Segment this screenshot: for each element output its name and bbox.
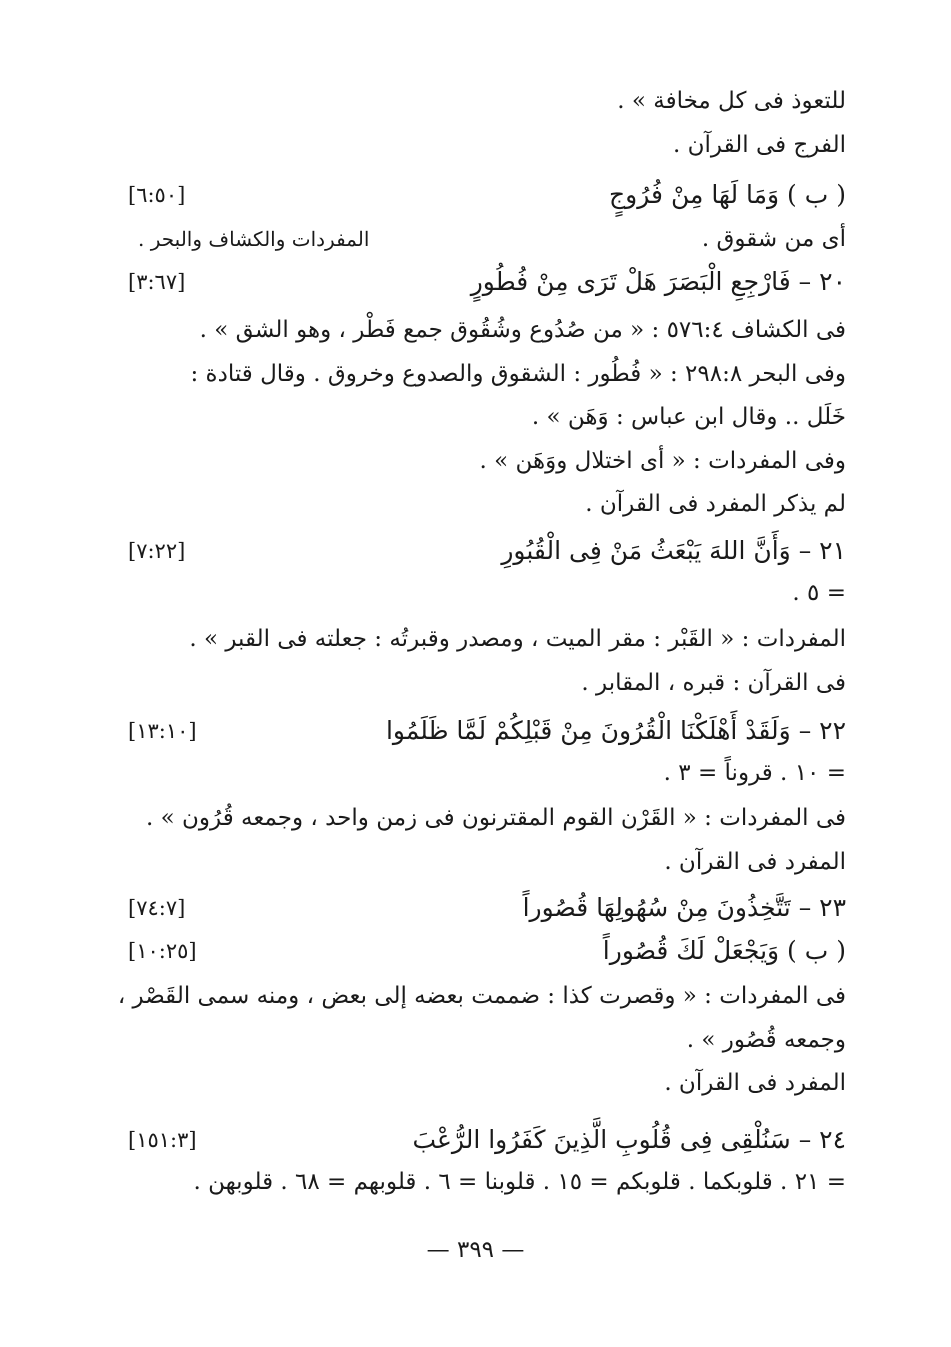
text-line: خَلَل .. وقال ابن عباس : وَهَن » . — [531, 404, 846, 430]
verse-line: ( ب ) وَمَا لَهَا مِنْ فُرُوجٍ [٦:٥٠] — [120, 178, 846, 214]
text-line: = ٥ . — [792, 580, 846, 606]
page-number: — ٣٩٩ — — [426, 1237, 525, 1263]
verse-line: ( ب ) وَيَجْعَلْ لَكَ قُصُوراً [١٠:٢٥] — [120, 934, 846, 970]
verse-line: ٢٠ – فَارْجِعِ الْبَصَرَ هَلْ تَرَى مِنْ فُطُورٍ [٣:٦٧] — [120, 265, 846, 301]
text-line: المفرد فى القرآن . — [664, 1070, 846, 1096]
text-line: المفردات : « القَبْر : مقر الميت ، ومصدر وقبرتُه : جعلته فى القبر » . — [189, 626, 846, 652]
text-line: وفى المفردات : « أى اختلال ووَهَن » . — [479, 448, 846, 474]
text-line: وفى البحر ٢٩٨:٨ : « فُطُور : الشقوق والصدوع وخروق . وقال قتادة : — [190, 361, 846, 387]
text-line: = ٢١ . قلوبكما . قلوبكم = ١٥ . قلوبنا = ٦ . قلوبهم = ٦٨ . قلوبهن . — [193, 1169, 846, 1195]
verse-line: ٢١ – وَأَنَّ اللهَ يَبْعَثُ مَنْ فِى الْقُبُورِ [٧:٢٢] — [120, 534, 846, 570]
text-line: أى من شقوق . المفردات والكشاف والبحر . — [120, 222, 846, 258]
text-line: فى المفردات : « وقصرت كذا : ضممت بعضه إلى بعض ، ومنه سمى القَصْر ، — [117, 983, 846, 1009]
source-note: المفردات والكشاف والبحر . — [138, 227, 370, 251]
text-line: للتعوذ فى كل مخافة » . — [617, 88, 846, 114]
verse-line: ٢٣ – تَتَّخِذُونَ مِنْ سُهُولِهَا قُصُوراً [٧٤:٧] — [120, 891, 846, 927]
text-line: فى المفردات : « القَرْن القوم المقترنون فى زمن واحد ، وجمعه قُرُون » . — [146, 805, 846, 831]
verse-line: ٢٢ – وَلَقَدْ أَهْلَكْنَا الْقُرُونَ مِنْ قَبْلِكُمْ لَمَّا ظَلَمُوا [١٣:١٠] — [120, 714, 846, 750]
verse-line: ٢٤ – سَنُلْقِى فِى قُلُوبِ الَّذِينَ كَفَرُوا الرُّعْبَ [١٥١:٣] — [120, 1123, 846, 1159]
verse-reference: [١٣:١٠] — [128, 719, 197, 743]
verse-reference: [١٥١:٣] — [128, 1128, 197, 1152]
verse-reference: [٣:٦٧] — [128, 270, 186, 294]
text-line: لم يذكر المفرد فى القرآن . — [585, 491, 846, 517]
verse-reference: [١٠:٢٥] — [128, 939, 197, 963]
text-line: فى الكشاف ٥٧٦:٤ : « من صُدُوع وشُقُوق جمع فَطْر ، وهو الشق » . — [199, 317, 846, 343]
text-line: فى القرآن : قبره ، المقابر . — [581, 670, 846, 696]
verse-reference: [٦:٥٠] — [128, 183, 186, 207]
verse-reference: [٧٤:٧] — [128, 896, 186, 920]
text-line: = ١٠ . قروناً = ٣ . — [663, 760, 846, 786]
text-line: المفرد فى القرآن . — [664, 849, 846, 875]
verse-reference: [٧:٢٢] — [128, 539, 186, 563]
text-line: وجمعه قُصُور » . — [686, 1027, 846, 1053]
text-line: الفرج فى القرآن . — [673, 132, 846, 158]
